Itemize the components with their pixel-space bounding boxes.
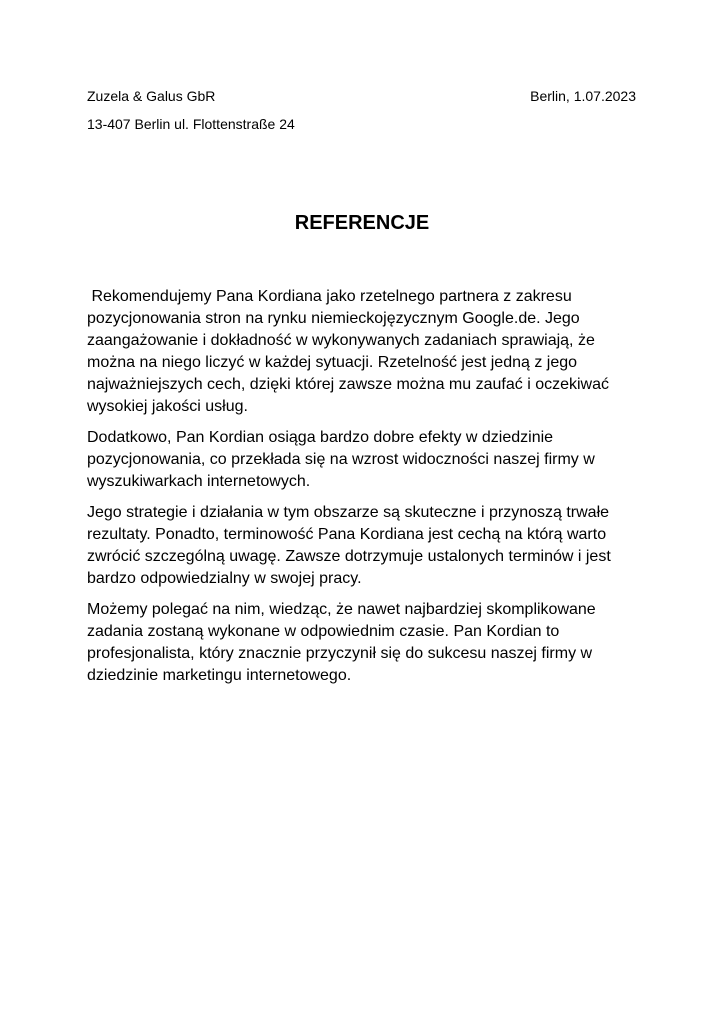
body-paragraph: Jego strategie i działania w tym obszarze są skuteczne i przynoszą trwałe rezultaty. Ponadto, terminowość Pana Kordiana jest cechą na którą warto zwrócić szczególną uwagę. Zawsze dotrzymuje ustalonych terminów i jest bardzo odpowiedzialny w swojej pracy. — [87, 504, 611, 587]
sender-address: 13-407 Berlin ul. Flottenstraße 24 — [87, 116, 295, 132]
letter-header — [87, 88, 636, 104]
sender-name: Zuzela & Galus GbR — [87, 88, 216, 104]
document-title: REFERENCJE — [294, 212, 430, 234]
body-paragraph: Możemy polegać na nim, wiedząc, że nawet najbardziej skomplikowane zadania zostaną wykonane w odpowiednim czasie. Pan Kordian to profesjonalista, który znacznie przyczynił się do sukcesu naszej firmy w dziedzinie marketingu internetowego. — [87, 601, 596, 684]
body-paragraph: Dodatkowo, Pan Kordian osiąga bardzo dobre efekty w dziedzinie pozycjonowania, co przekłada się na wzrost widoczności naszej firmy w wyszukiwarkach internetowych. — [87, 429, 595, 490]
place-date: Berlin, 1.07.2023 — [530, 88, 636, 104]
letter-body — [87, 286, 647, 696]
body-paragraph: Rekomendujemy Pana Kordiana jako rzetelnego partnera z zakresu pozycjonowania stron na rynku niemieckojęzycznym Google.de. Jego zaangażowanie i dokładność w wykonywanych zadaniach sprawiają, że można na niego liczyć w każdej sytuacji. Rzetelność jest jedną z jego najważniejszych cech, dzięki której zawsze można mu zaufać i oczekiwać wysokiej jakości usług. — [87, 288, 614, 415]
